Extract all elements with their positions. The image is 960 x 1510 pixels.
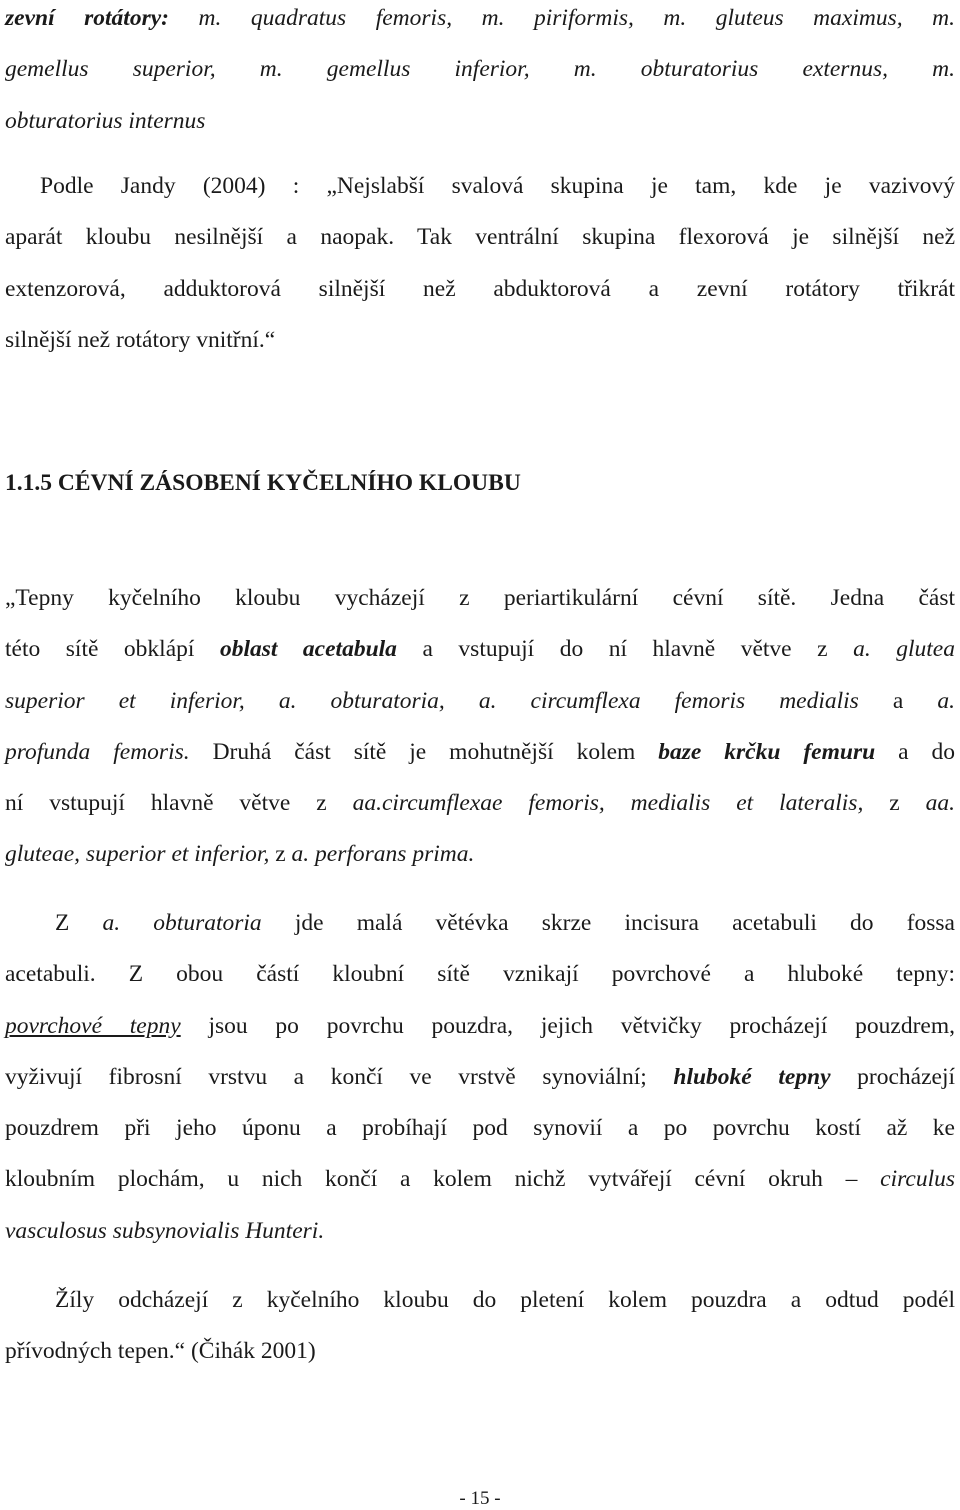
text-line: „Tepny kyčelního kloubu vycházejí z periartikulární cévní sítě. Jedna část	[5, 585, 955, 611]
term-label: zevní rotátory:	[5, 5, 169, 31]
text-line: extenzorová, adduktorová silnější než abduktorová a zevní rotátory třikrát	[5, 275, 955, 302]
text-line: Podle Jandy (2004) : „Nejslabší svalová skupina je tam, kde je vazivový	[40, 173, 955, 199]
paragraph-janda-quote	[5, 161, 955, 366]
text-line: kloubním plochám, u nich končí a kolem nichž vytvářejí cévní okruh – circulus	[5, 1166, 955, 1193]
text-line: vasculosus subsynovialis Hunteri.	[5, 1217, 325, 1244]
section-heading: 1.1.5 CÉVNÍ ZÁSOBENÍ KYČELNÍHO KLOUBU	[5, 470, 521, 496]
text-line: Z a. obturatoria jde malá větévka skrze incisura acetabuli do fossa	[55, 910, 955, 936]
text-line: povrchové tepny jsou po povrchu pouzdra, jejich větvičky procházejí pouzdrem,	[5, 1012, 955, 1039]
text-line: profunda femoris. Druhá část sítě je mohutnější kolem baze krčku femuru a do	[5, 738, 955, 765]
emphasis-term: baze krčku femuru	[658, 738, 876, 765]
text-line	[5, 96, 955, 147]
text-line	[5, 44, 955, 95]
muscle-list: obturatorius internus	[5, 107, 206, 134]
paragraph-external-rotators	[5, 0, 955, 147]
muscle-list: gemellus superior, m. gemellus inferior, m. obturatorius externus, m.	[5, 56, 955, 83]
text-line: pouzdrem při jeho úponu a probíhají pod synovií a po povrchu kostí až ke	[5, 1115, 955, 1142]
text-line: aparát kloubu nesilnější a naopak. Tak ventrální skupina flexorová je silnější než	[5, 224, 955, 251]
muscle-list: m. quadratus femoris, m. piriformis, m. gluteus maximus, m.	[168, 5, 955, 31]
emphasis-term: hluboké tepny	[673, 1063, 831, 1090]
text-line: acetabuli. Z obou částí kloubní sítě vznikají povrchové a hluboké tepny:	[5, 961, 955, 988]
text-line	[5, 0, 955, 44]
page-number: - 15 -	[459, 1488, 501, 1509]
text-line: Žíly odcházejí z kyčelního kloubu do pletení kolem pouzdra a odtud podél	[55, 1287, 955, 1313]
emphasis-term: oblast acetabula	[219, 636, 397, 663]
text-line: přívodných tepen.“ (Čihák 2001)	[5, 1338, 316, 1365]
paragraph-arteries-detail	[5, 898, 955, 1257]
text-line: ní vstupují hlavně větve z aa.circumflexae femoris, medialis et lateralis, z aa.	[5, 790, 955, 817]
paragraph-veins	[5, 1275, 955, 1378]
text-line: superior et inferior, a. obturatoria, a. circumflexa femoris medialis a a.	[5, 687, 955, 714]
text-line: této sítě obklápí oblast acetabula a vstupují do ní hlavně větve z a. glutea	[5, 636, 955, 663]
text-line: gluteae, superior et inferior, z a. perforans prima.	[5, 841, 475, 868]
text-line: silnější než rotátory vnitřní.“	[5, 326, 276, 353]
emphasis-term: povrchové tepny	[5, 1012, 181, 1039]
paragraph-arterial-supply	[5, 573, 955, 881]
text-line: vyživují fibrosní vrstvu a končí ve vrstvě synoviální; hluboké tepny procházejí	[5, 1063, 956, 1090]
